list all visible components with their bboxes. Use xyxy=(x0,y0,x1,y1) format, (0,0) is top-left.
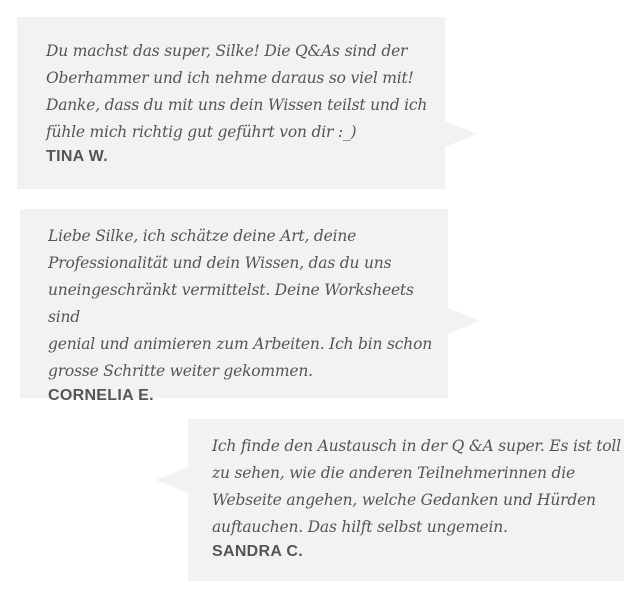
testimonial-content xyxy=(212,433,621,561)
testimonial-quote: Liebe Silke, ich schätze deine Art, deine Professionalität und dein Wissen, das du uns uneingeschränkt vermittelst. Deine Worksheets sind genial und animieren zum Arbeiten. Ich bin schon grosse Schritte weiter gekommen. xyxy=(48,227,432,380)
testimonial-author: TINA W. xyxy=(46,148,108,165)
speech-pointer xyxy=(448,308,480,334)
speech-pointer xyxy=(156,467,188,493)
testimonial-bubble xyxy=(20,209,448,404)
testimonial-author: SANDRA C. xyxy=(212,543,303,560)
testimonial-quote: Du machst das super, Silke! Die Q&As sind der Oberhammer und ich nehme daraus so viel mit! Danke, dass du mit uns dein Wissen teilst und ich fühle mich richtig gut geführt von dir :_) xyxy=(46,42,428,141)
testimonial-content xyxy=(48,223,448,405)
testimonial-author: CORNELIA E. xyxy=(48,387,154,404)
speech-pointer xyxy=(445,121,477,147)
testimonial-quote: Ich finde den Austausch in der Q &A super. Es ist toll zu sehen, wie die anderen Teilnehmerinnen die Webseite angehen, welche Gedanken und Hürden auftauchen. Das hilft selbst ungemein. xyxy=(212,437,621,536)
testimonial-content xyxy=(46,38,427,166)
testimonial-bubble xyxy=(17,17,445,189)
testimonial-bubble xyxy=(188,419,624,581)
